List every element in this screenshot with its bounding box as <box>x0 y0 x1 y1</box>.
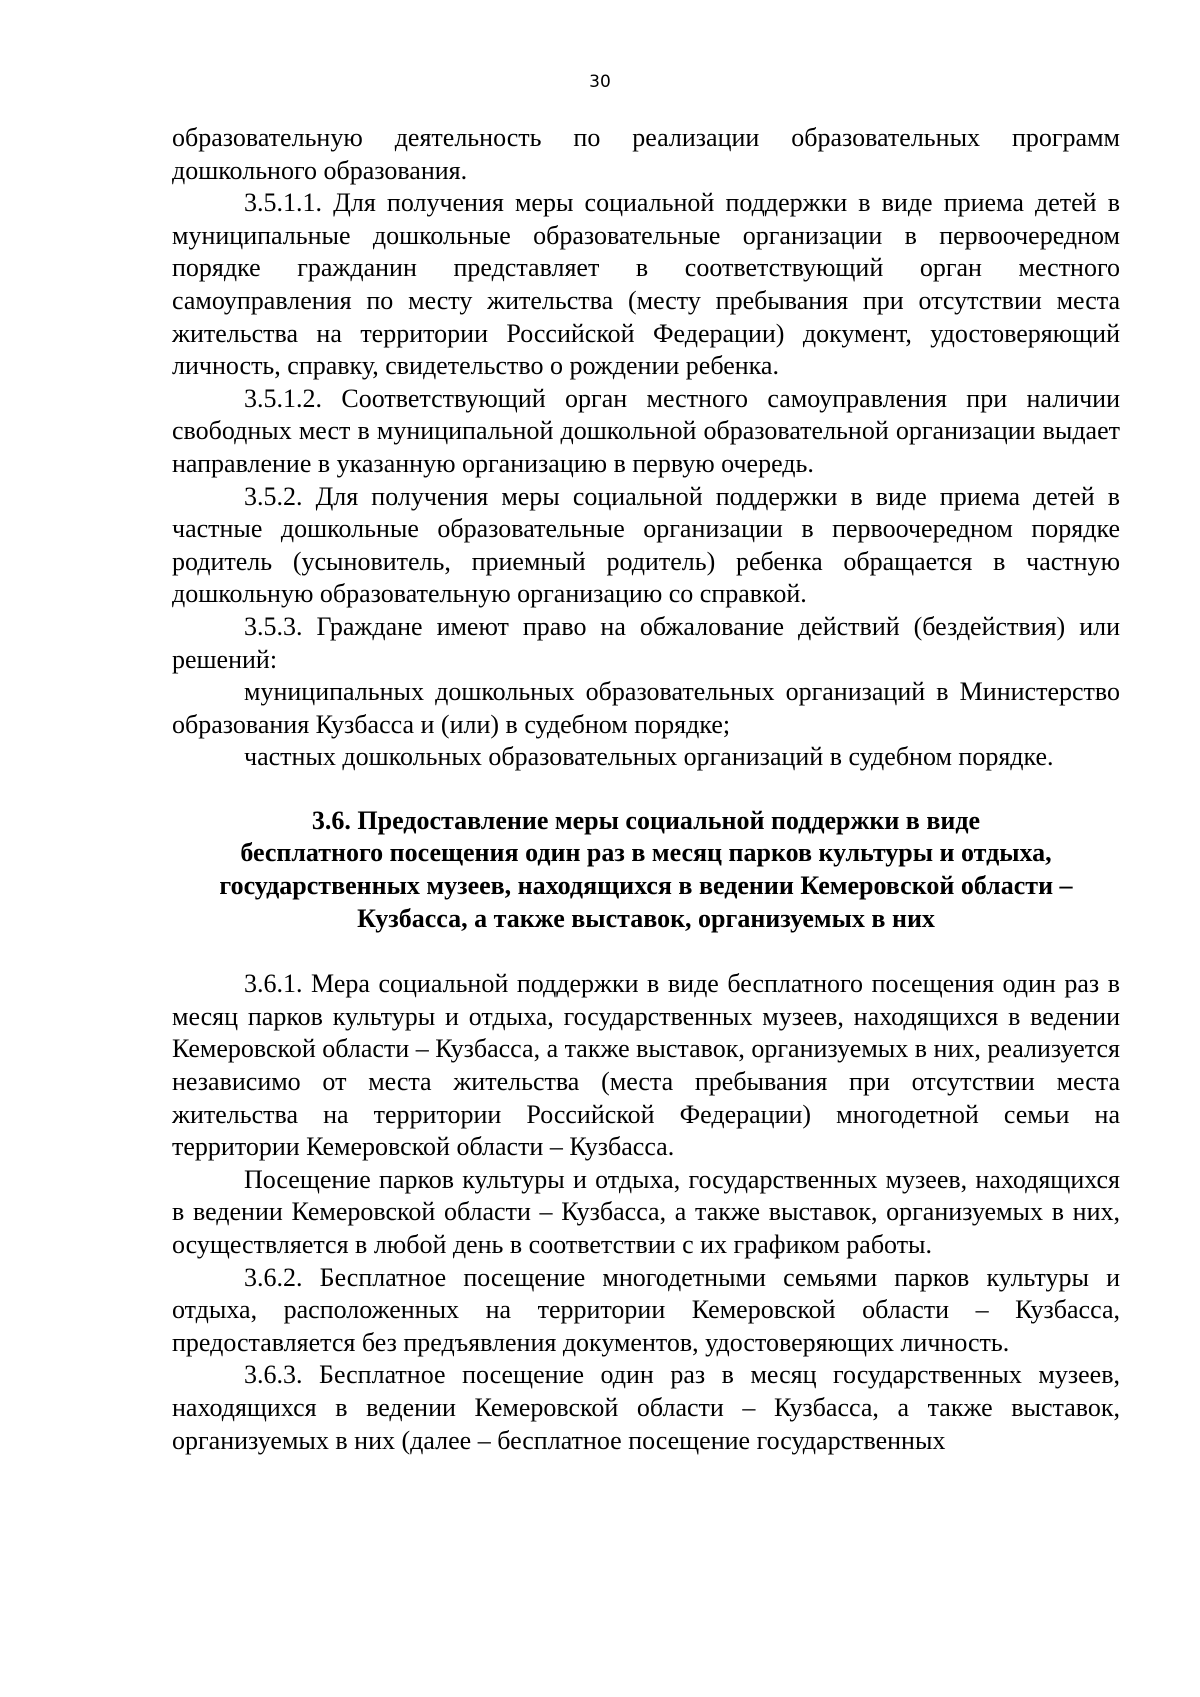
paragraph-private-appeal: частных дошкольных образовательных организаций в судебном порядке. <box>244 742 1054 772</box>
section-3-5-text <box>172 122 1120 774</box>
paragraph-3-5-1-1: 3.5.1.1. Для получения меры социальной поддержки в виде приема детей в муниципальные дошкольные образовательные организации в первоочередном порядке гражданин представляет в соответствующий орган местного самоуправления по месту жительства (месту пребывания при отсутствии места жительства на территории Российской Федерации) документ, удостоверяющий личность, справку, свидетельство о рождении ребенка. <box>172 188 1120 381</box>
paragraph-3-6-2: 3.6.2. Бесплатное посещение многодетными семьями парков культуры и отдыха, расположенных на территории Кемеровской области – Кузбасса, предоставляется без предъявления документов, удостоверяющих личность. <box>172 1262 1120 1357</box>
paragraph-continuation: образовательную деятельность по реализации образовательных программ дошкольного образования. <box>172 123 1120 185</box>
heading-line: Кузбасса, а также выставок, организуемых в них <box>357 903 935 933</box>
paragraph-3-6-1: 3.6.1. Мера социальной поддержки в виде бесплатного посещения один раз в месяц парков культуры и отдыха, государственных музеев, находящихся в ведении Кемеровской области – Кузбасса, а также выставок, организуемых в них, реализуется независимо от места жительства (места пребывания при отсутствии места жительства на территории Российской Федерации) многодетной семьи на территории Кемеровской области – Кузбасса. <box>172 969 1120 1162</box>
page-number: 30 <box>589 72 611 92</box>
heading-line: государственных музеев, находящихся в ведении Кемеровской области – <box>219 871 1073 901</box>
paragraph-3-5-1-2: 3.5.1.2. Соответствующий орган местного самоуправления при наличии свободных мест в муниципальной дошкольной образовательной организации выдает направление в указанную организацию в первую очередь. <box>172 383 1120 478</box>
heading-line: 3.6. Предоставление меры социальной поддержки в виде <box>311 805 981 835</box>
paragraph-3-5-3: 3.5.3. Граждане имеют право на обжалование действий (бездействия) или решений: <box>172 611 1120 674</box>
heading-line: бесплатного посещения один раз в месяц парков культуры и отдыха, <box>240 838 1052 868</box>
section-3-6-text <box>172 968 1120 1457</box>
paragraph-municipal-appeal: муниципальных дошкольных образовательных организаций в Министерство образования Кузбасса и (или) в судебном порядке; <box>172 677 1120 739</box>
paragraph-3-6-3: 3.6.3. Бесплатное посещение один раз в месяц государственных музеев, находящихся в ведении Кемеровской области – Кузбасса, а также выставок, организуемых в них (далее – бесплатное посещение государственных <box>172 1360 1120 1455</box>
paragraph-3-5-2: 3.5.2. Для получения меры социальной поддержки в виде приема детей в частные дошкольные образовательные организации в первоочередном порядке родитель (усыновитель, приемный родитель) ребенка обращается в частную дошкольную образовательную организацию со справкой. <box>172 481 1120 609</box>
section-heading-3-6 <box>172 805 1120 935</box>
document-body <box>172 122 1120 1457</box>
paragraph-visit-schedule: Посещение парков культуры и отдыха, государственных музеев, находящихся в ведении Кемеровской области – Кузбасса, а также выставок, организуемых в них, осуществляется в любой день в соответствии с их графиком работы. <box>172 1164 1120 1259</box>
